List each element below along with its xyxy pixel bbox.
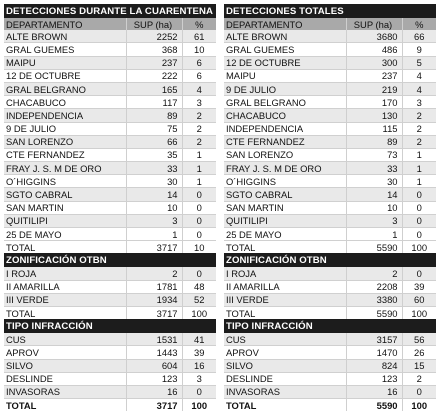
section-header-tipo-infraccion: [224, 319, 436, 333]
cell-pct: 0: [402, 228, 436, 241]
cell-name: 9 DE JULIO: [224, 82, 346, 95]
cell-sup: 1470: [346, 346, 402, 359]
cell-name: SAN LORENZO: [4, 135, 126, 148]
cell-pct: 0: [182, 267, 216, 280]
cell-sup: 130: [346, 109, 402, 122]
cell-name: GRAL BELGRANO: [224, 96, 346, 109]
cell-sup: 1: [126, 228, 182, 241]
cell-pct: 56: [402, 333, 436, 346]
total-row: [4, 241, 216, 254]
table-row: [4, 30, 216, 43]
cell-name: ALTE BROWN: [224, 30, 346, 43]
total-sup: 5590: [346, 399, 402, 412]
table-row: [224, 56, 436, 69]
cell-sup: 16: [346, 385, 402, 398]
table-row: [224, 333, 436, 346]
cell-sup: 66: [126, 135, 182, 148]
table-row: [4, 175, 216, 188]
cell-sup: 3: [346, 214, 402, 227]
table-row: [4, 96, 216, 109]
cell-sup: 75: [126, 122, 182, 135]
cell-name: CUS: [4, 333, 126, 346]
cell-name: QUITILIPI: [224, 214, 346, 227]
total-label: TOTAL: [224, 241, 346, 254]
cell-sup: 3680: [346, 30, 402, 43]
table-row: [224, 135, 436, 148]
table-row: [224, 228, 436, 241]
cell-sup: 824: [346, 359, 402, 372]
cell-pct: 66: [402, 30, 436, 43]
cell-sup: 10: [346, 201, 402, 214]
cell-pct: 1: [402, 148, 436, 161]
cell-sup: 33: [126, 162, 182, 175]
cell-name: CHACABUCO: [224, 109, 346, 122]
cell-sup: 3: [126, 214, 182, 227]
total-row: [224, 306, 436, 319]
table-row: [224, 372, 436, 385]
table-row: [224, 148, 436, 161]
cell-pct: 0: [182, 201, 216, 214]
cell-pct: 52: [182, 293, 216, 306]
cell-name: APROV: [4, 346, 126, 359]
cell-sup: 222: [126, 69, 182, 82]
cell-name: I ROJA: [224, 267, 346, 280]
cell-sup: 33: [346, 162, 402, 175]
table-row: [4, 109, 216, 122]
total-row: [4, 306, 216, 319]
cell-pct: 39: [402, 280, 436, 293]
cell-name: SAN LORENZO: [224, 148, 346, 161]
total-pct: 100: [182, 399, 216, 412]
cell-name: INDEPENDENCIA: [4, 109, 126, 122]
section-header-zonificacion-otbn: [224, 253, 436, 267]
column-header-departamento: DEPARTAMENTO: [224, 18, 346, 30]
cell-pct: 4: [402, 82, 436, 95]
cell-name: O´HIGGINS: [4, 175, 126, 188]
cell-sup: 10: [126, 201, 182, 214]
cell-sup: 1443: [126, 346, 182, 359]
cell-pct: 48: [182, 280, 216, 293]
total-row: [4, 399, 216, 412]
table-row: [224, 30, 436, 43]
total-pct: 100: [402, 241, 436, 254]
cell-sup: 165: [126, 82, 182, 95]
total-row: [224, 241, 436, 254]
cell-pct: 1: [182, 175, 216, 188]
cell-name: MAIPU: [4, 56, 126, 69]
cell-pct: 2: [402, 135, 436, 148]
cell-name: MAIPU: [224, 69, 346, 82]
cell-pct: 5: [402, 56, 436, 69]
cell-name: QUITILIPI: [4, 214, 126, 227]
cell-sup: 368: [126, 43, 182, 56]
table-row: [4, 188, 216, 201]
cell-sup: 300: [346, 56, 402, 69]
column-header-row: [4, 18, 216, 30]
total-sup: 5590: [346, 306, 402, 319]
cell-pct: 16: [182, 359, 216, 372]
table-row: [224, 122, 436, 135]
cell-name: II AMARILLA: [224, 280, 346, 293]
cell-pct: 26: [402, 346, 436, 359]
cell-sup: 117: [126, 96, 182, 109]
table-row: [4, 56, 216, 69]
table-row: [4, 214, 216, 227]
table-row: [224, 280, 436, 293]
cell-sup: 35: [126, 148, 182, 161]
cell-name: APROV: [224, 346, 346, 359]
cell-sup: 73: [346, 148, 402, 161]
cell-pct: 6: [182, 56, 216, 69]
cell-pct: 1: [182, 162, 216, 175]
cell-pct: 3: [402, 96, 436, 109]
cell-pct: 2: [182, 122, 216, 135]
cell-pct: 4: [402, 69, 436, 82]
cell-pct: 39: [182, 346, 216, 359]
table-row: [4, 372, 216, 385]
cell-pct: 0: [182, 188, 216, 201]
cell-pct: 0: [402, 188, 436, 201]
cell-name: SAN MARTIN: [224, 201, 346, 214]
cell-name: CTE FERNANDEZ: [4, 148, 126, 161]
table-row: [224, 201, 436, 214]
table-row: [4, 359, 216, 372]
cell-name: III VERDE: [224, 293, 346, 306]
cell-sup: 89: [126, 109, 182, 122]
table-row: [224, 96, 436, 109]
section-header-detecciones-durante-la-cuarentena: [4, 4, 216, 18]
cell-pct: 2: [182, 135, 216, 148]
cell-sup: 1531: [126, 333, 182, 346]
column-header-: %: [182, 18, 216, 30]
table-row: [4, 148, 216, 161]
cell-name: I ROJA: [4, 267, 126, 280]
table-row: [224, 43, 436, 56]
total-sup: 3717: [126, 241, 182, 254]
cell-pct: 15: [402, 359, 436, 372]
cell-name: DESLINDE: [224, 372, 346, 385]
cell-pct: 10: [182, 43, 216, 56]
cell-sup: 16: [126, 385, 182, 398]
cell-sup: 123: [126, 372, 182, 385]
total-pct: 100: [402, 399, 436, 412]
section-header-tipo-infraccion: [4, 319, 216, 333]
cell-name: 25 DE MAYO: [224, 228, 346, 241]
section-header-zonificacion-otbn: [4, 253, 216, 267]
cell-name: SILVO: [4, 359, 126, 372]
section-title: DETECCIONES DURANTE LA CUARENTENA: [4, 4, 216, 18]
cell-name: II AMARILLA: [4, 280, 126, 293]
table-row: [224, 162, 436, 175]
cell-sup: 219: [346, 82, 402, 95]
cell-name: FRAY J. S. M DE ORO: [224, 162, 346, 175]
cell-pct: 0: [182, 385, 216, 398]
total-label: TOTAL: [4, 399, 126, 412]
cell-name: INDEPENDENCIA: [224, 122, 346, 135]
section-title: TIPO INFRACCIÓN: [4, 319, 216, 333]
total-label: TOTAL: [224, 399, 346, 412]
cell-pct: 0: [402, 385, 436, 398]
cell-sup: 2: [346, 267, 402, 280]
section-header-detecciones-totales: [224, 4, 436, 18]
total-row: [224, 399, 436, 412]
cell-pct: 1: [402, 175, 436, 188]
cell-sup: 1934: [126, 293, 182, 306]
cell-sup: 14: [346, 188, 402, 201]
table-row: [4, 135, 216, 148]
cell-sup: 115: [346, 122, 402, 135]
total-label: TOTAL: [4, 241, 126, 254]
cell-pct: 1: [402, 162, 436, 175]
column-header-sup-ha: SUP (ha): [346, 18, 402, 30]
cell-pct: 2: [402, 109, 436, 122]
cell-name: CUS: [224, 333, 346, 346]
cell-sup: 1: [346, 228, 402, 241]
cell-sup: 2208: [346, 280, 402, 293]
cell-name: GRAL GUEMES: [224, 43, 346, 56]
cell-name: SILVO: [224, 359, 346, 372]
total-pct: 100: [402, 306, 436, 319]
table-row: [224, 359, 436, 372]
cell-sup: 3380: [346, 293, 402, 306]
cell-sup: 14: [126, 188, 182, 201]
cell-name: SGTO CABRAL: [224, 188, 346, 201]
table-row: [4, 43, 216, 56]
table-row: [224, 69, 436, 82]
column-header-row: [224, 18, 436, 30]
section-title: DETECCIONES TOTALES: [224, 4, 436, 18]
cell-name: GRAL BELGRANO: [4, 82, 126, 95]
cell-pct: 0: [402, 201, 436, 214]
cell-pct: 61: [182, 30, 216, 43]
cell-name: 12 DE OCTUBRE: [224, 56, 346, 69]
total-label: TOTAL: [4, 306, 126, 319]
cell-sup: 170: [346, 96, 402, 109]
cell-name: FRAY J. S. M DE ORO: [4, 162, 126, 175]
cell-pct: 3: [182, 372, 216, 385]
cell-name: CTE FERNANDEZ: [224, 135, 346, 148]
table-row: [4, 228, 216, 241]
right-panel-totales: [224, 4, 436, 411]
cell-sup: 123: [346, 372, 402, 385]
cell-sup: 237: [126, 56, 182, 69]
cell-name: 12 DE OCTUBRE: [4, 69, 126, 82]
cell-sup: 604: [126, 359, 182, 372]
cell-name: SAN MARTIN: [4, 201, 126, 214]
column-header-departamento: DEPARTAMENTO: [4, 18, 126, 30]
table-row: [224, 214, 436, 227]
cell-name: III VERDE: [4, 293, 126, 306]
cell-name: SGTO CABRAL: [4, 188, 126, 201]
table-row: [4, 385, 216, 398]
table-row: [224, 82, 436, 95]
table-row: [4, 280, 216, 293]
cell-sup: 237: [346, 69, 402, 82]
cell-sup: 89: [346, 135, 402, 148]
table-row: [4, 201, 216, 214]
cell-sup: 486: [346, 43, 402, 56]
cell-pct: 9: [402, 43, 436, 56]
cell-pct: 60: [402, 293, 436, 306]
cell-name: INVASORAS: [224, 385, 346, 398]
cell-pct: 2: [402, 122, 436, 135]
section-title: TIPO INFRACCIÓN: [224, 319, 436, 333]
cell-pct: 2: [182, 109, 216, 122]
right-table: [224, 4, 436, 411]
left-panel-cuarentena: [4, 4, 216, 411]
total-pct: 10: [182, 241, 216, 254]
table-row: [4, 267, 216, 280]
cell-pct: 0: [182, 228, 216, 241]
cell-sup: 30: [346, 175, 402, 188]
cell-name: INVASORAS: [4, 385, 126, 398]
cell-pct: 0: [182, 214, 216, 227]
cell-pct: 0: [402, 267, 436, 280]
cell-name: DESLINDE: [4, 372, 126, 385]
table-row: [224, 175, 436, 188]
cell-name: GRAL GUEMES: [4, 43, 126, 56]
cell-pct: 1: [182, 148, 216, 161]
cell-pct: 2: [402, 372, 436, 385]
table-row: [4, 69, 216, 82]
cell-sup: 2252: [126, 30, 182, 43]
cell-sup: 1781: [126, 280, 182, 293]
section-title: ZONIFICACIÓN OTBN: [4, 253, 216, 267]
cell-pct: 4: [182, 82, 216, 95]
total-sup: 3717: [126, 306, 182, 319]
cell-name: O´HIGGINS: [224, 175, 346, 188]
table-row: [224, 293, 436, 306]
table-row: [4, 293, 216, 306]
cell-pct: 41: [182, 333, 216, 346]
cell-pct: 0: [402, 214, 436, 227]
total-sup: 3717: [126, 399, 182, 412]
cell-sup: 30: [126, 175, 182, 188]
table-row: [4, 333, 216, 346]
section-title: ZONIFICACIÓN OTBN: [224, 253, 436, 267]
table-row: [4, 122, 216, 135]
cell-sup: 2: [126, 267, 182, 280]
left-table: [4, 4, 216, 411]
table-row: [4, 346, 216, 359]
table-row: [4, 82, 216, 95]
table-row: [224, 267, 436, 280]
cell-sup: 3157: [346, 333, 402, 346]
cell-name: CHACABUCO: [4, 96, 126, 109]
cell-pct: 3: [182, 96, 216, 109]
table-row: [224, 188, 436, 201]
cell-name: 25 DE MAYO: [4, 228, 126, 241]
total-sup: 5590: [346, 241, 402, 254]
table-row: [224, 346, 436, 359]
cell-name: ALTE BROWN: [4, 30, 126, 43]
total-pct: 100: [182, 306, 216, 319]
table-row: [224, 385, 436, 398]
cell-pct: 6: [182, 69, 216, 82]
total-label: TOTAL: [224, 306, 346, 319]
table-row: [224, 109, 436, 122]
column-header-sup-ha: SUP (ha): [126, 18, 182, 30]
cell-name: 9 DE JULIO: [4, 122, 126, 135]
column-header-: %: [402, 18, 436, 30]
table-row: [4, 162, 216, 175]
